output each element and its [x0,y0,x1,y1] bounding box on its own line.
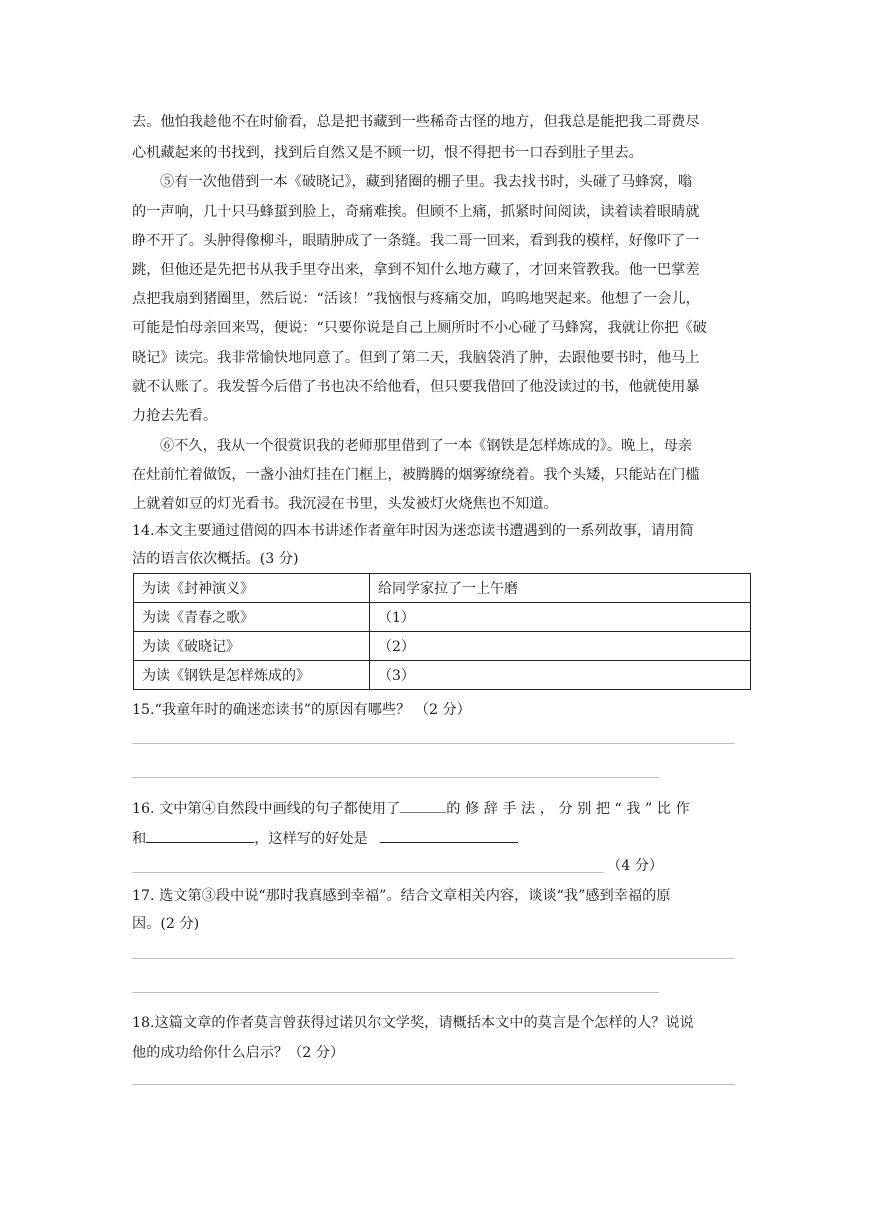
paragraph-6-start: ⑥不久，我从一个很赏识我的老师那里借到了一本《钢铁是怎样炼成的》。晚上，母亲 [160,438,693,454]
question-16-text: 和 [132,831,147,847]
rhetoric-blank[interactable] [400,797,446,813]
book-cell: 为读《青春之歌》 [134,603,370,632]
book-cell: 为读《钢铁是怎样炼成的》 [134,661,370,690]
question-15-prompt: 15.“我童年时的确迷恋读书”的原因有哪些？ （2 分） [132,702,471,718]
answer-cell[interactable]: （1） [370,603,751,632]
answer-cell[interactable]: （2） [370,632,751,661]
question-14-prompt-cont: 洁的语言依次概括。(3 分) [132,551,299,567]
passage-line: 心机藏起来的书找到，找到后自然又是不顾一切，恨不得把书一口吞到肚子里去。 [132,145,643,161]
question-16-line2 [132,827,518,849]
passage-line: 睁不开了。头肿得像柳斗，眼睛肿成了一条缝。我二哥一回来，看到我的模样，好像吓了一 [132,233,700,249]
effect-blank[interactable] [380,827,518,843]
passage-line: 跳，但他还是先把书从我手里夺出来，拿到不知什么地方藏了，才回来管教我。他一巴掌差 [132,262,700,278]
book-cell: 为读《破晓记》 [134,632,370,661]
question-18-prompt-cont: 他的成功给你什么启示？（2 分） [132,1045,345,1061]
passage-line: 就不认账了。我发誓今后借了书也决不给他看，但只要我借回了他没读过的书，他就使用暴 [132,379,700,395]
paragraph-5-start: ⑤有一次他借到一本《破晓记》，藏到猪圈的棚子里。我去找书时，头碰了马蜂窝，嗡 [160,174,693,190]
question-16-text: 的 修 辞 手 法 ， 分 别 把 “ 我 ” 比 作 [446,801,690,817]
metaphor-blank[interactable] [146,827,254,843]
question-16-line1 [132,797,690,819]
question-17-prompt-cont: 因。(2 分) [132,916,200,932]
passage-line: 上就着如豆的灯光看书。我沉浸在书里，头发被灯火烧焦也不知道。 [132,496,558,512]
passage-line: 的一声响，几十只马蜂蜇到脸上，奇痛难挨。但顾不上痛，抓紧时间阅读，读着读着眼睛就 [132,204,700,220]
question-18-prompt: 18.这篇文章的作者莫言曾获得过诺贝尔文学奖，请概括本文中的莫言是个怎样的人？说说 [132,1015,694,1031]
answer-line[interactable] [132,777,659,778]
question-14-prompt: 14.本文主要通过借阅的四本书讲述作者童年时因为迷恋读书遭遇到的一系列故事，请用简 [132,523,694,539]
event-cell: 给同学家拉了一上午磨 [370,574,751,603]
table-row [134,603,751,632]
passage-line: 去。他怕我趁他不在时偷看，总是把书藏到一些稀奇古怪的地方，但我总是能把我二哥费尽 [132,114,700,130]
passage-line: 力抢去先看。 [132,408,218,424]
answer-line[interactable] [132,872,604,873]
answer-line[interactable] [132,992,659,993]
table-row [134,661,751,690]
answer-line[interactable] [132,743,735,744]
table-row [134,632,751,661]
passage-line: 晓记》读完。我非常愉快地同意了。但到了第二天，我脑袋消了肿，去跟他要书时，他马上 [132,350,700,366]
passage-line: 点把我扇到猪圈里，然后说：“活该！”我恼恨与疼痛交加，呜呜地哭起来。他想了一会儿， [132,291,700,307]
question-14-table [133,573,751,690]
question-16-text: ，这样写的好处是 [254,831,368,847]
question-16-score: （4 分） [607,858,664,874]
answer-line[interactable] [132,958,735,959]
table-row [134,574,751,603]
passage-line: 在灶前忙着做饭，一盏小油灯挂在门框上，被腾腾的烟雾缭绕着。我个头矮，只能站在门槛 [132,467,700,483]
question-16-text: 16. 文中第④自然段中画线的句子都使用了 [132,801,401,817]
answer-line[interactable] [132,1084,735,1085]
answer-cell[interactable]: （3） [370,661,751,690]
book-cell: 为读《封神演义》 [134,574,370,603]
passage-line: 可能是怕母亲回来骂，便说：“只要你说是自己上厕所时不小心碰了马蜂窝，我就让你把《破 [132,320,707,336]
question-17-prompt: 17. 选文第③段中说“那时我真感到幸福”。结合文章相关内容，谈谈“我”感到幸福的原 [132,888,671,904]
